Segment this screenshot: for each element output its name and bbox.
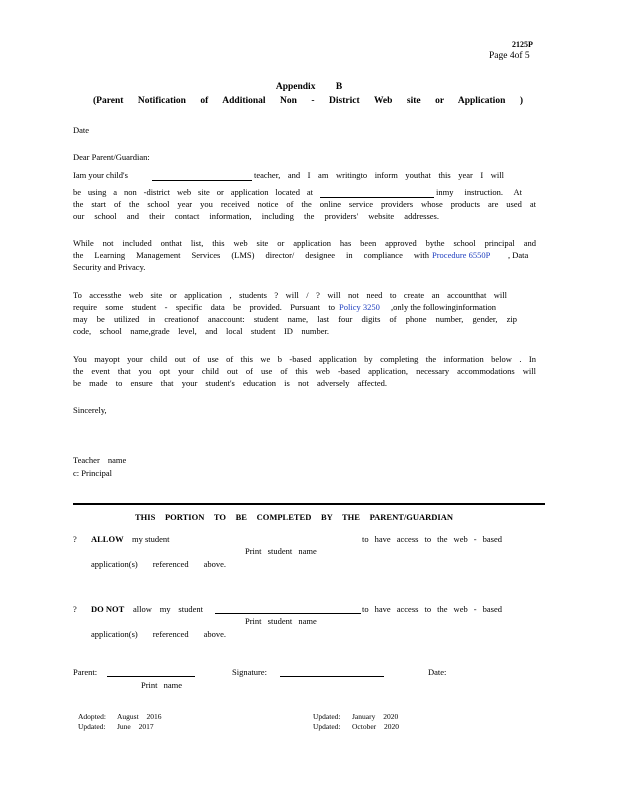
policy-3250-link[interactable]: Policy 3250 [339, 302, 380, 312]
cc-principal: c: Principal [73, 468, 112, 478]
para1-line1-start: Iam your child's [73, 170, 128, 180]
deny-label: DO NOT [91, 604, 125, 614]
date-label: Date [73, 125, 90, 135]
deny-print-caption: Print student name [245, 616, 317, 626]
para4-line1: You mayopt your child out of use of this we b -based application by completing the information below . In [73, 354, 536, 364]
allow-line2: application(s) referenced above. [91, 559, 226, 569]
para3-line2-end: ,only the followinginformation [391, 302, 497, 312]
parent-print-caption: Print name [141, 680, 183, 690]
allow-access-text: to have access to the web - based [362, 534, 502, 544]
para2-line2-end: , Data [508, 250, 529, 260]
updated3-label: Updated: [313, 722, 341, 731]
updated1-value: June 2017 [117, 722, 154, 731]
para3-line3: may be utilized in creationof anaccount: student name, last four digits of phone number, gender, zip [73, 314, 517, 324]
updated3-value: October 2020 [352, 722, 400, 731]
adopted-label: Adopted: [78, 712, 106, 721]
page-number: Page 4of 5 [489, 51, 530, 61]
updated2-label: Updated: [313, 712, 341, 721]
closing: Sincerely, [73, 405, 107, 415]
para2-line2-start: the Learning Management Services (LMS) director/ designee in compliance with [73, 250, 429, 260]
para3-line1: To accessthe web site or application , students ? will / ? will not need to create an accountthat will [73, 290, 507, 300]
cut-line [73, 503, 545, 505]
parent-name-field[interactable] [107, 676, 195, 677]
signature-label: Signature: [232, 667, 267, 677]
appendix-subtitle: (Parent Notification of Additional Non - District Web site or Application ) [93, 96, 523, 106]
para1-line3: the start of the school year you received notice of the online service providers whose products are used at [73, 199, 536, 209]
adopted-value: August 2016 [117, 712, 162, 721]
para2-line1: While not included onthat list, this web site or application has been approved bythe school principal and [73, 238, 536, 248]
deny-student-name-field[interactable] [215, 613, 361, 614]
signature-field[interactable] [280, 676, 384, 677]
tearoff-heading: THIS PORTION TO BE COMPLETED BY THE PARENT/GUARDIAN [135, 512, 453, 522]
para1-line2-start: be using a non -district web site or application located at [73, 187, 313, 197]
date-field-label: Date: [428, 667, 447, 677]
teacher-name-blank[interactable] [152, 180, 252, 181]
para1-line4: our school and their contact information, including the providers' website addresses. [73, 211, 439, 221]
allow-checkbox[interactable]: ? [73, 534, 77, 544]
allow-print-caption: Print student name [245, 546, 317, 556]
para3-line4: code, school name,grade level, and local student ID number. [73, 326, 329, 336]
para4-line3: be made to ensure that your student's education is not adversely affected. [73, 378, 387, 388]
para1-line1-end: teacher, and I am writingto inform youthat this year I will [254, 170, 504, 180]
para1-line2-end: inmy instruction. At [436, 187, 522, 197]
website-blank[interactable] [320, 197, 434, 198]
para4-line2: the event that you opt your child out of use of this web -based application, necessary accommodations will [73, 366, 536, 376]
allow-student-name-field[interactable] [215, 544, 361, 545]
allow-label: ALLOW [91, 534, 124, 544]
deny-access-text: to have access to the web - based [362, 604, 502, 614]
updated2-value: January 2020 [352, 712, 399, 721]
deny-text: allow my student [133, 604, 203, 614]
deny-line2: application(s) referenced above. [91, 629, 226, 639]
updated1-label: Updated: [78, 722, 106, 731]
parent-label: Parent: [73, 667, 98, 677]
appendix-title: Appendix B [275, 82, 343, 92]
allow-text: my student [132, 534, 170, 544]
document-number: 2125P [512, 40, 533, 49]
salutation: Dear Parent/Guardian: [73, 152, 150, 162]
deny-checkbox[interactable]: ? [73, 604, 77, 614]
teacher-name: Teacher name [73, 455, 127, 465]
para3-line2-start: require some student - specific data be provided. Pursuant to [73, 302, 335, 312]
para2-line3: Security and Privacy. [73, 262, 146, 272]
procedure-6550p-link[interactable]: Procedure 6550P [432, 250, 491, 260]
